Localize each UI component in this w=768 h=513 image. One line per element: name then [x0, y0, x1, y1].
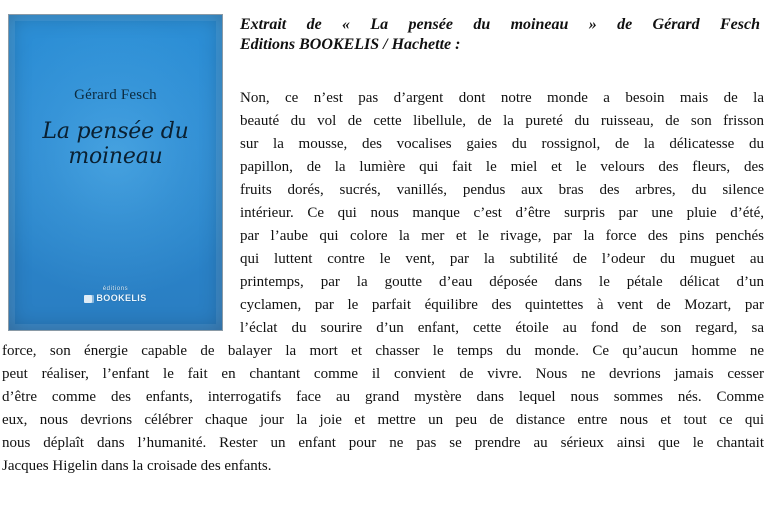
excerpt-line-9: printemps, par la goutte d’eau déposée dans le pétale délicat d’un	[240, 274, 764, 290]
excerpt-heading-line1: Extrait de « La pensée du moineau » de Gérard Fesch	[240, 16, 760, 33]
publisher-wordmark	[84, 294, 146, 303]
excerpt-line-4: papillon, de la lumière qui fait le miel et le velours des fleurs, des	[240, 159, 764, 175]
excerpt-line-14: d’être comme des enfants, interrogatifs face au grand mystère dans lequel nous sommes nés. Comme	[2, 389, 764, 405]
excerpt-line-5: fruits dorés, sucrés, vanillés, pendus aux bras des arbres, du silence	[240, 182, 764, 198]
excerpt-line-15: eux, nous devrions célébrer chaque jour la joie et mettre un peu de distance entre nous et tout ce qui	[2, 412, 764, 428]
excerpt-heading-line2: Editions BOOKELIS / Hachette :	[240, 36, 461, 53]
excerpt-line-8: qui luttent contre le vent, par la subtilité de l’odeur du muguet au	[240, 251, 764, 267]
publisher-small-label: éditions	[102, 286, 129, 292]
excerpt-line-6: intérieur. Ce qui nous manque c’est d’être surpris par une pluie d’été,	[240, 205, 764, 221]
excerpt-line-12: force, son énergie capable de balayer la mort et chasser le temps du monde. Ce qu’aucun homme ne	[2, 343, 764, 359]
excerpt-line-16: nous déplaît dans l’humanité. Rester un enfant pour ne pas se prendre au sérieux ainsi que le chantait	[2, 435, 764, 451]
excerpt-line-3: sur la mousse, des vocalises gaies du rossignol, de la délicatesse du	[240, 136, 764, 152]
cover-title: La pensée du moineau	[42, 119, 189, 169]
cover-author: Gérard Fesch	[74, 87, 157, 103]
excerpt-line-11: l’éclat du sourire d’un enfant, cette étoile au fond de son regard, sa	[240, 320, 764, 336]
excerpt-line-1: Non, ce n’est pas d’argent dont notre monde a besoin mais de la	[240, 90, 764, 106]
publisher-mark-icon	[84, 295, 92, 303]
excerpt-line-13: peut réaliser, l’enfant le fait en chantant comme il convient de vivre. Nous ne devrions jamais cesser	[2, 366, 764, 382]
excerpt-line-17: Jacques Higelin dans la croisade des enfants.	[2, 458, 272, 474]
publisher-logo	[9, 286, 222, 305]
book-cover-image	[8, 14, 223, 331]
publisher-logo-text: BOOKELIS	[96, 293, 147, 303]
excerpt-line-2: beauté du vol de cette libellule, de la pureté du ruisseau, de son frisson	[240, 113, 764, 129]
excerpt-heading	[240, 15, 760, 55]
excerpt-line-7: par l’aube qui colore la mer et le rivage, par la force des pins penchés	[240, 228, 764, 244]
excerpt-line-10: cyclamen, par le parfait équilibre des quintettes à vent de Mozart, par	[240, 297, 764, 313]
